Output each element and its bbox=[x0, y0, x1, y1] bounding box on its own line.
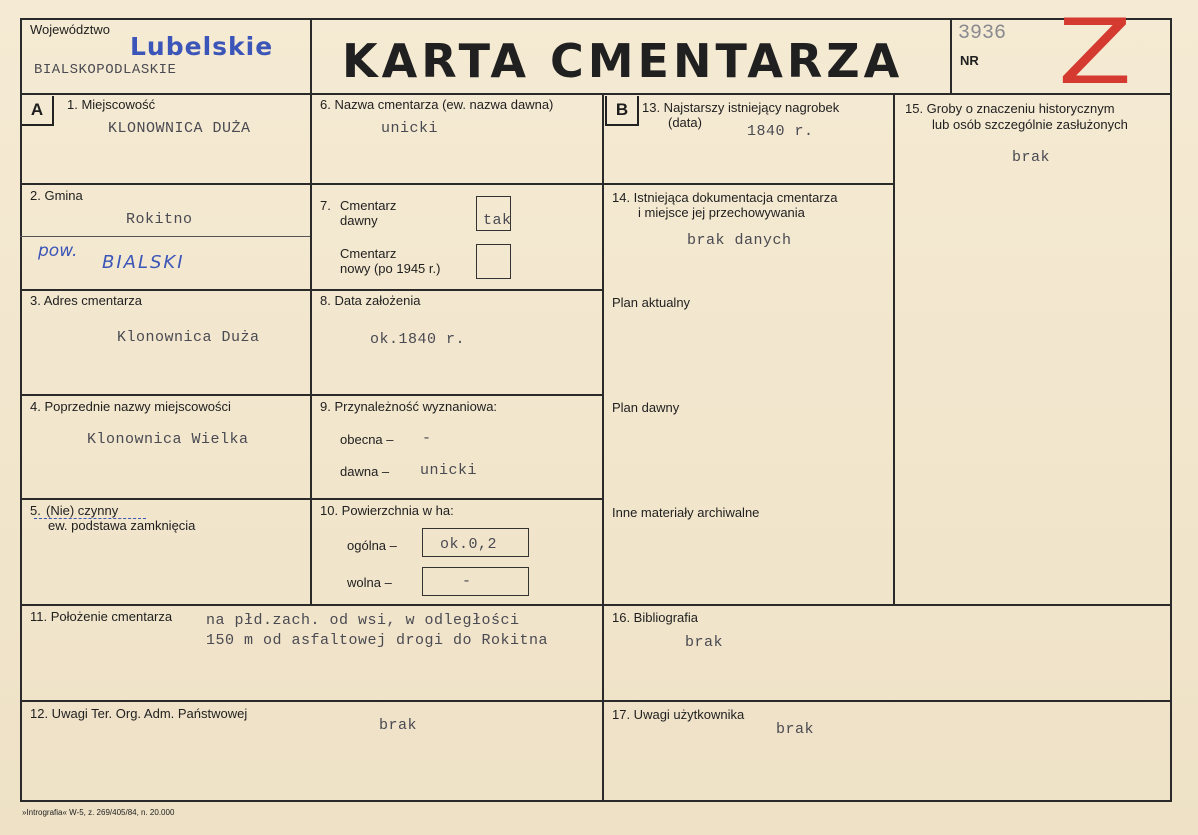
field-5-label-main: (Nie) czynny bbox=[46, 503, 119, 518]
field-10-total-value: ok.0,2 bbox=[440, 536, 498, 553]
field-6-label: 6. Nazwa cmentarza (ew. nazwa dawna) bbox=[320, 97, 554, 112]
nr-value: 3936 bbox=[958, 22, 1007, 45]
col-divider-ab bbox=[602, 93, 604, 801]
field-4-label: 4. Poprzednie nazwy miejscowości bbox=[30, 399, 231, 414]
section-b-marker: B bbox=[605, 96, 639, 126]
field-8-label: 8. Data założenia bbox=[320, 293, 421, 308]
field-7-label: 7. bbox=[320, 198, 331, 213]
field-11-value-line-2: 150 m od asfaltowej drogi do Rokitna bbox=[206, 632, 549, 649]
row-line-b1 bbox=[602, 183, 894, 185]
header-divider-2 bbox=[950, 18, 952, 94]
field-7-new-label-1: Cmentarz bbox=[340, 246, 397, 261]
field-11-label: 11. Położenie cmentarza bbox=[30, 609, 173, 624]
field-7-new-label-2: nowy (po 1945 r.) bbox=[340, 261, 441, 276]
field-12-value: brak bbox=[379, 717, 418, 734]
field-10-free-label: wolna – bbox=[347, 575, 392, 590]
row-line-1 bbox=[20, 183, 604, 185]
field-9-current-label: obecna – bbox=[340, 432, 394, 447]
category-mark: Z bbox=[1058, 0, 1132, 105]
field-2-label: 2. Gmina bbox=[30, 188, 83, 203]
row-line-4 bbox=[20, 498, 604, 500]
field-9-former-value: unicki bbox=[420, 462, 478, 479]
field-7-old-label-2: dawny bbox=[340, 213, 378, 228]
field-15-label-2: lub osób szczególnie zasłużonych bbox=[932, 117, 1128, 132]
plan-current-label: Plan aktualny bbox=[612, 295, 691, 310]
field-14-label-1: 14. Istniejąca dokumentacja cmentarza bbox=[612, 190, 838, 205]
field-11-value-line-1: na płd.zach. od wsi, w odległości bbox=[206, 612, 520, 629]
footer-imprint: »Intrografia« W-5, z. 269/405/84, n. 20.000 bbox=[22, 808, 175, 817]
field-9-current-value: - bbox=[422, 430, 432, 447]
voivodeship-label: Województwo bbox=[30, 22, 110, 37]
row-line-gmina-split bbox=[20, 236, 310, 237]
field-13-value: 1840 r. bbox=[747, 123, 814, 140]
field-12-label: 12. Uwagi Ter. Org. Adm. Państwowej bbox=[30, 706, 248, 721]
other-materials-label: Inne materiały archiwalne bbox=[612, 505, 760, 520]
field-5-label-sub: ew. podstawa zamknięcia bbox=[48, 518, 196, 533]
field-17-value: brak bbox=[776, 721, 815, 738]
field-16-value: brak bbox=[685, 634, 724, 651]
nr-label: NR bbox=[960, 53, 979, 68]
field-1-label: 1. Miejscowość bbox=[67, 97, 156, 112]
field-15-value: brak bbox=[1012, 149, 1051, 166]
field-17-label: 17. Uwagi użytkownika bbox=[612, 707, 745, 722]
border-right bbox=[1170, 18, 1172, 802]
field-13-label-2: (data) bbox=[668, 115, 702, 130]
field-13-label-1: 13. Najstarszy istniejący nagrobek bbox=[642, 100, 840, 115]
row-line-6 bbox=[20, 700, 1172, 702]
field-9-former-label: dawna – bbox=[340, 464, 390, 479]
field-7-old-value: tak bbox=[483, 212, 512, 229]
field-14-value: brak danych bbox=[687, 232, 792, 249]
row-line-5 bbox=[20, 604, 1172, 606]
field-5-label-num: 5. bbox=[30, 503, 41, 518]
field-6-value: unicki bbox=[381, 120, 439, 137]
col-divider-b bbox=[893, 93, 895, 605]
border-top bbox=[20, 18, 1172, 20]
voivodeship-typed: BIALSKOPODLASKIE bbox=[34, 62, 177, 78]
field-16-label: 16. Bibliografia bbox=[612, 610, 698, 625]
border-left bbox=[20, 18, 22, 802]
border-bottom bbox=[20, 800, 1172, 802]
col-divider-a bbox=[310, 93, 312, 605]
field-15-label-1: 15. Groby o znaczeniu historycznym bbox=[905, 101, 1115, 116]
field-14-label-2: i miejsce jej przechowywania bbox=[638, 205, 805, 220]
field-4-value: Klonownica Wielka bbox=[87, 431, 249, 448]
field-7-old-label-1: Cmentarz bbox=[340, 198, 397, 213]
section-a-marker: A bbox=[22, 96, 54, 126]
card-title: KARTA CMENTARZA bbox=[342, 34, 904, 88]
plan-old-label: Plan dawny bbox=[612, 400, 680, 415]
field-7-new-checkbox[interactable] bbox=[476, 244, 511, 279]
header-bottom-line bbox=[20, 93, 1172, 95]
voivodeship-stamp: Lubelskie bbox=[130, 32, 274, 61]
row-line-3 bbox=[20, 394, 604, 396]
field-3-value: Klonownica Duża bbox=[117, 329, 260, 346]
field-10-free-value: - bbox=[462, 573, 472, 590]
field-1-value: KLONOWNICA DUŻA bbox=[108, 120, 251, 137]
field-3-label: 3. Adres cmentarza bbox=[30, 293, 142, 308]
field-8-value: ok.1840 r. bbox=[370, 331, 466, 348]
field-2-pow-label: pow. bbox=[38, 241, 78, 261]
field-10-label: 10. Powierzchnia w ha: bbox=[320, 503, 454, 518]
field-10-free-box[interactable] bbox=[422, 567, 529, 596]
field-10-total-label: ogólna – bbox=[347, 538, 397, 553]
field-2-value: Rokitno bbox=[126, 211, 193, 228]
header-divider-1 bbox=[310, 18, 312, 94]
row-line-2 bbox=[20, 289, 604, 291]
field-9-label: 9. Przynależność wyznaniowa: bbox=[320, 399, 498, 414]
field-2-pow-value: BIALSKI bbox=[102, 252, 185, 273]
